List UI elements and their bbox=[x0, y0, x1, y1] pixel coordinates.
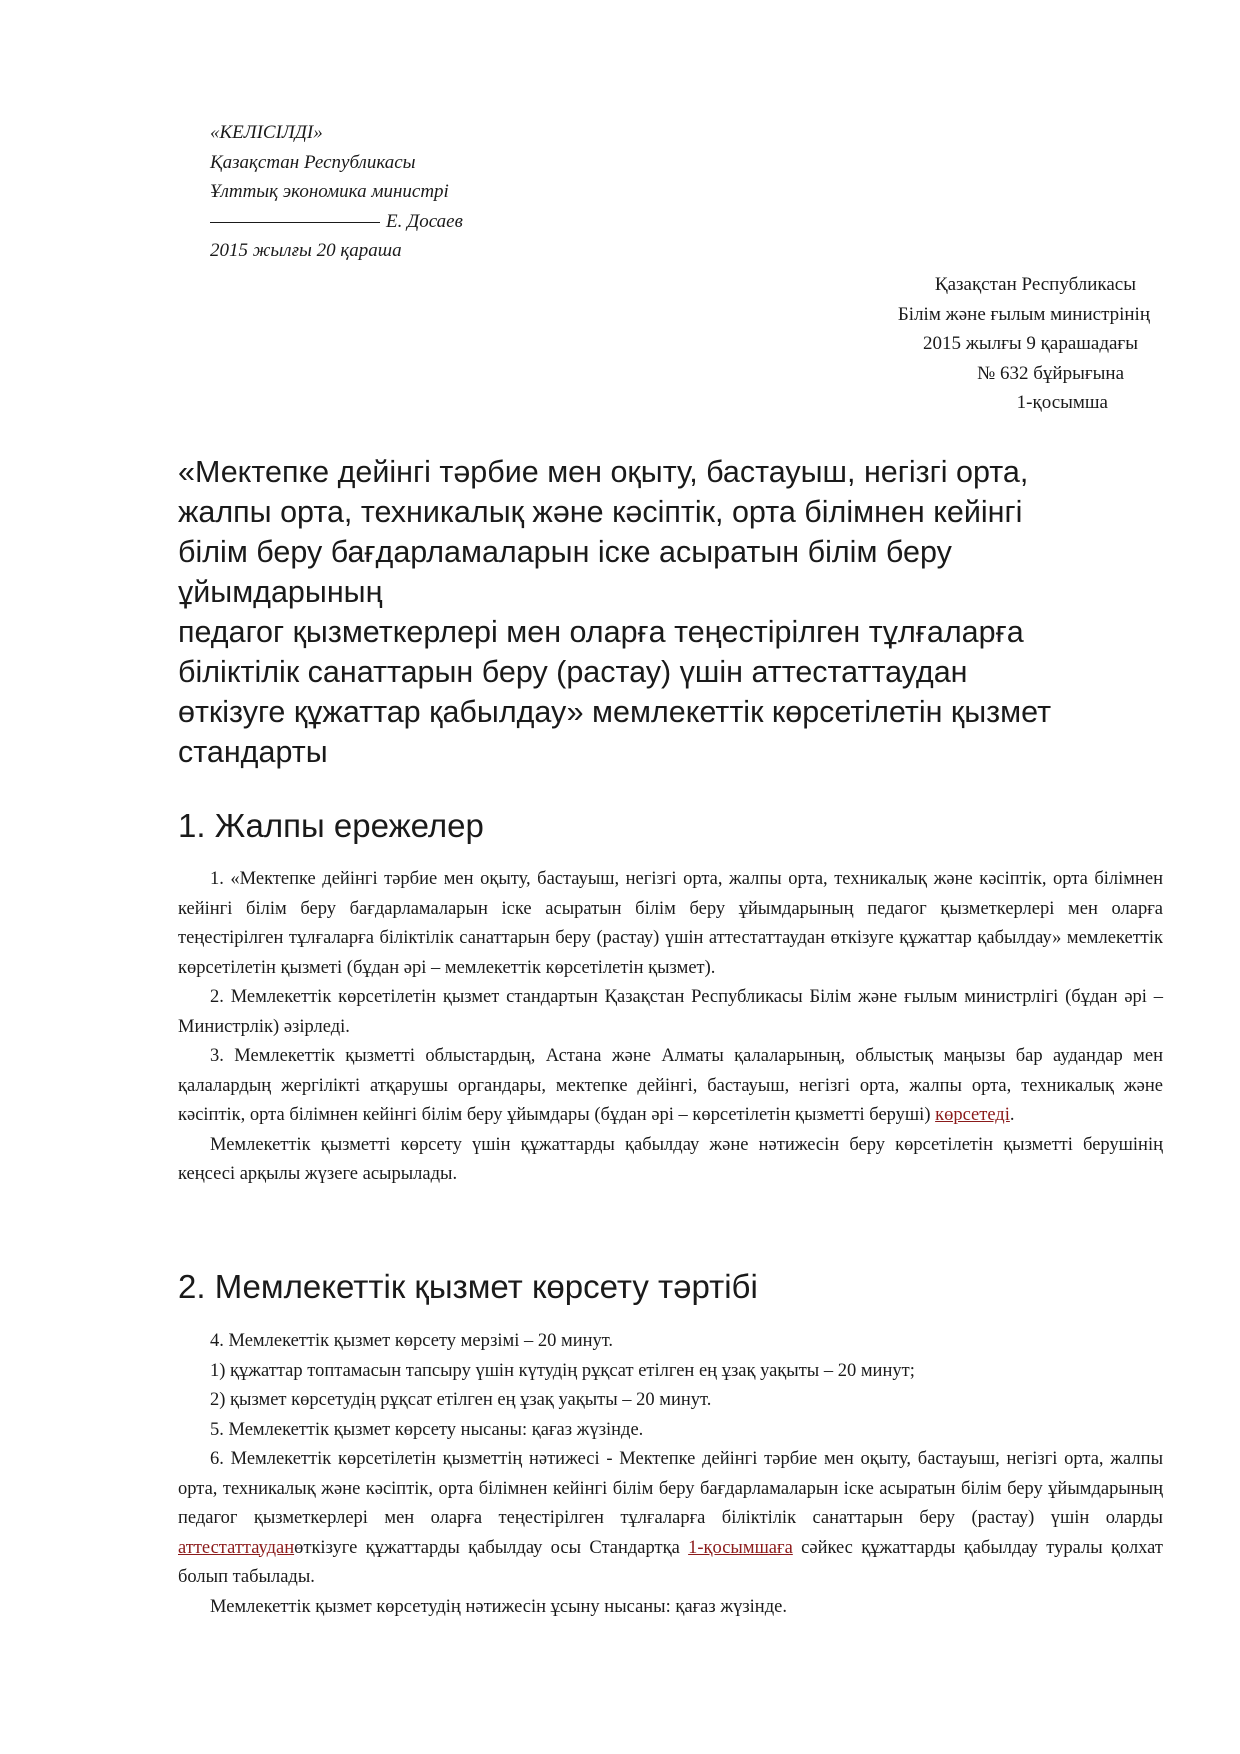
annex-country: Қазақстан Республикасы bbox=[934, 274, 1136, 295]
title-line: педагог қызметкерлері мен оларға теңестірілген тұлғаларға bbox=[178, 615, 1024, 649]
agreement-country: Қазақстан Республикасы bbox=[210, 151, 416, 173]
paragraph-text: 3. Мемлекеттік қызметті облыстардың, Астана және Алматы қалаларының, облыстық маңызы бар аудандар мен қалалардың жергілікті атқарушы органдары, мектепке дейінгі, бастауыш, негізгі орта, жалпы орта, техникалық және кәсіптік, орта білімнен кейінгі білім беру ұйымдары (бұдан әрі – көрсетілетін қызметті беруші) bbox=[178, 1046, 1163, 1125]
title-line: өткізуге құжаттар қабылдау» мемлекеттік көрсетілетін қызмет bbox=[178, 695, 1052, 729]
signatory-name: Е. Досаев bbox=[386, 210, 463, 232]
attestation-link[interactable]: аттестаттаудан bbox=[178, 1537, 295, 1558]
paragraph: 2) қызмет көрсетудің рұқсат етілген ең ұзақ уақыты – 20 минут. bbox=[210, 1390, 712, 1410]
agreement-heading: «КЕЛІСІЛДІ» bbox=[210, 122, 323, 143]
paragraph: 5. Мемлекеттік қызмет көрсету нысаны: қағаз жүзінде. bbox=[210, 1419, 644, 1440]
title-line: біліктілік санаттарын беру (растау) үшін аттестаттаудан bbox=[178, 655, 968, 689]
title-line: білім беру бағдарламаларын іске асыратын білім беру bbox=[178, 535, 952, 569]
annex-block bbox=[898, 270, 1150, 418]
annex-1-link[interactable]: 1-қосымшаға bbox=[688, 1537, 793, 1558]
section-1-heading: 1. Жалпы ережелер bbox=[178, 807, 484, 844]
provides-link[interactable]: көрсетеді bbox=[935, 1105, 1010, 1125]
agreement-signature bbox=[210, 207, 463, 237]
paragraph bbox=[178, 1042, 1163, 1131]
section-1-body bbox=[178, 865, 1163, 1190]
section-2-heading: 2. Мемлекеттік қызмет көрсету тәртібі bbox=[178, 1268, 758, 1305]
paragraph-text: сәйкес құжаттарды қабылдау туралы қолхат болып табылады. bbox=[178, 1537, 1164, 1587]
title-line: жалпы орта, техникалық және кәсіптік, орта білімнен кейінгі bbox=[178, 495, 1023, 529]
paragraph bbox=[178, 1445, 1163, 1593]
paragraph: 2. Мемлекеттік көрсетілетін қызмет стандартын Қазақстан Республикасы Білім және ғылым министрлігі (бұдан әрі – Министрлік) әзірледі. bbox=[178, 987, 1163, 1037]
paragraph: Мемлекеттік қызметті көрсету үшін құжаттарды қабылдау және нәтижесін беру көрсетілетін қызметті берушінің кеңсесі арқылы жүзеге асырылады. bbox=[178, 1134, 1163, 1184]
paragraph-text: . bbox=[1009, 1105, 1015, 1125]
paragraph-text: өткізуге құжаттарды қабылдау осы Стандартқа bbox=[294, 1537, 689, 1558]
paragraph: Мемлекеттік қызмет көрсетудің нәтижесін ұсыну нысаны: қағаз жүзінде. bbox=[210, 1596, 787, 1617]
section-2-body bbox=[178, 1327, 1163, 1622]
paragraph: 1. «Мектепке дейінгі тәрбие мен оқыту, бастауыш, негізгі орта, жалпы орта, техникалық және кәсіптік, орта білімнен кейінгі білім беру бағдарламаларын іске асыратын білім беру ұйымдарының педагог қызметкерлері мен оларға теңестірілген тұлғаларға біліктілік санаттарын беру (растау) үшін аттестаттаудан өткізуге құжаттар қабылдау» мемлекеттік көрсетілетін қызметі (бұдан әрі – мемлекеттік көрсетілетін қызмет). bbox=[178, 869, 1163, 978]
annex-label: 1-қосымша bbox=[1016, 392, 1108, 413]
agreement-minister-title: Ұлттық экономика министрі bbox=[210, 181, 449, 202]
annex-order-number: № 632 бұйрығына bbox=[977, 362, 1124, 384]
title-line: стандарты bbox=[178, 735, 328, 769]
agreement-block bbox=[210, 118, 463, 266]
title-line: «Мектепке дейінгі тәрбие мен оқыту, бастауыш, негізгі орта, bbox=[178, 455, 1029, 489]
title-line: ұйымдарының bbox=[178, 575, 383, 609]
signature-line bbox=[210, 222, 380, 223]
annex-date: 2015 жылғы 9 қарашадағы bbox=[922, 333, 1138, 354]
paragraph-text: 6. Мемлекеттік көрсетілетін қызметтің нәтижесі - Мектепке дейінгі тәрбие мен оқыту, бастауыш, негізгі орта, жалпы орта, техникалық және кәсіптік, орта білімнен кейінгі білім беру бағдарламаларын іске асыратын білім беру ұйымдарының педагог қызметкерлері мен оларға теңестірілген тұлғаларға біліктілік санаттарын беру (растау) үшін оларды bbox=[178, 1449, 1163, 1528]
paragraph: 1) құжаттар топтамасын тапсыру үшін күтудің рұқсат етілген ең ұзақ уақыты – 20 минут; bbox=[210, 1360, 915, 1381]
annex-ministry: Білім және ғылым министрінің bbox=[897, 303, 1150, 325]
paragraph: 4. Мемлекеттік қызмет көрсету мерзімі – 20 минут. bbox=[210, 1331, 614, 1351]
document-title bbox=[178, 452, 1078, 772]
agreement-date: 2015 жылғы 20 қараша bbox=[210, 240, 402, 261]
